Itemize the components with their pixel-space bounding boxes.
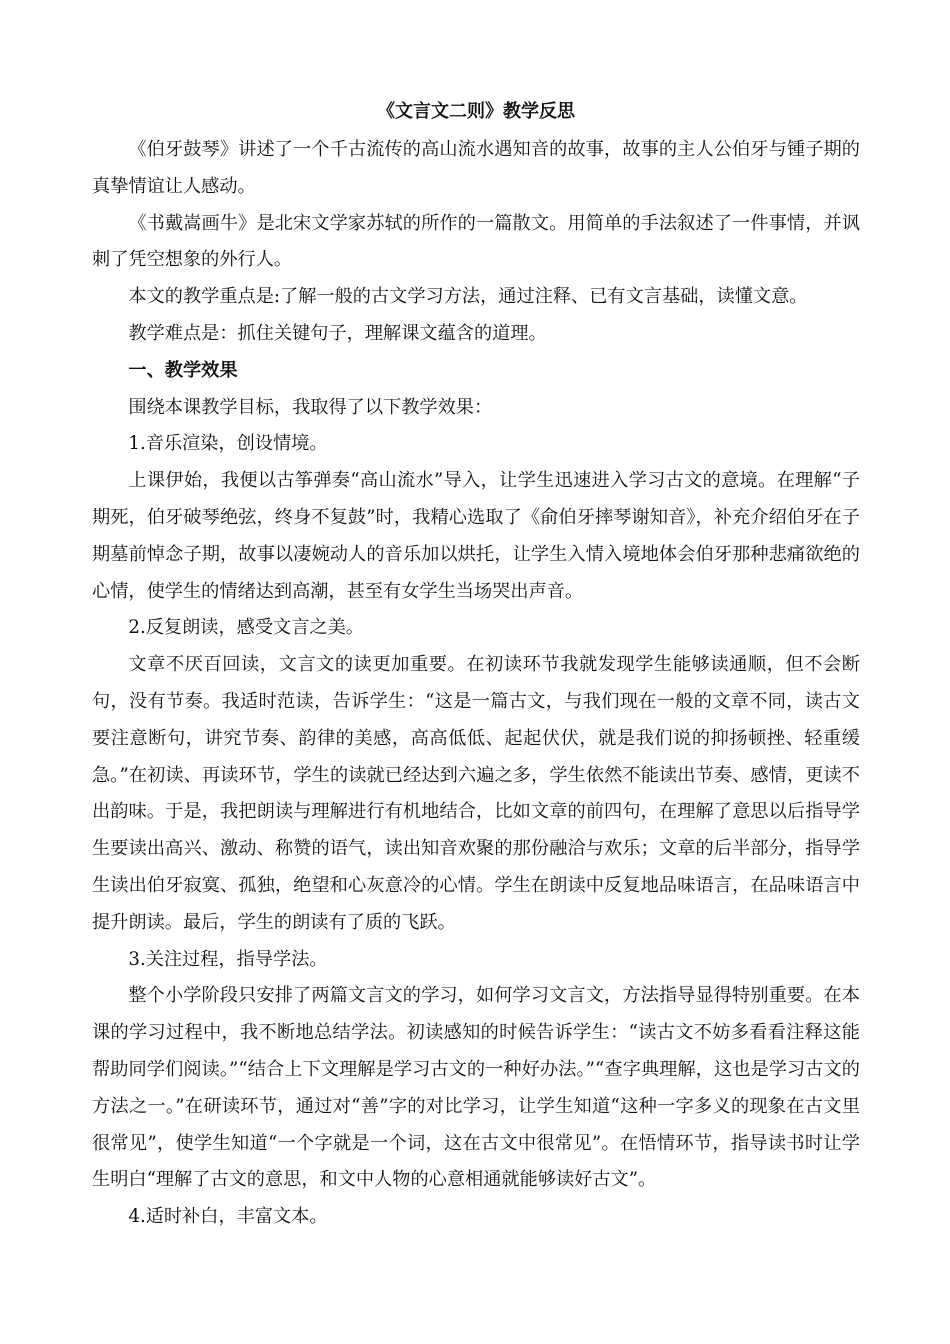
- section-heading-effects: 一、教学效果: [128, 359, 238, 381]
- paragraph-reading: 文章不厌百回读，文言文的读更加重要。在初读环节我就发现学生能够读通顺，但不会断句，没有节奏。我适时范读，告诉学生：“这是一篇古文，与我们现在一般的文章不同，读古文要注意断句，讲究节奏、韵律的美感，高高低低、起起伏伏，就是我们说的抑扬顿挫、轻重缓急。”在初读、再读环节，学生的读就已经达到六遍之多，学生依然不能读出节奏、感情，更读不出韵味。于是，我把朗读与理解进行有机地结合，比如文章的前四句，在理解了意思以后指导学生要读出高兴、激动、称赞的语气，读出知音欢聚的那份融洽与欢乐；文章的后半部分，指导学生读出伯牙寂寞、孤独，绝望和心灰意冷的心情。学生在朗读中反复地品味语言，在品味语言中提升朗读。最后，学生的朗读有了质的飞跃。: [92, 654, 860, 933]
- document-body: [92, 100, 860, 1236]
- paragraph-music: 上课伊始，我便以古筝弹奏“高山流水”导入，让学生迅速进入学习古文的意境。在理解“子期死，伯牙破琴绝弦，终身不复鼓”时，我精心选取了《俞伯牙摔琴谢知音》，补充介绍伯牙在子期墓前悼念子期，故事以凄婉动人的音乐加以烘托，让学生入情入境地体会伯牙那种悲痛欲绝的心情，使学生的情绪达到高潮，甚至有女学生当场哭出声音。: [92, 470, 860, 602]
- subheading-music: 1.音乐渲染，创设情境。: [128, 433, 328, 455]
- subheading-supplement: 4.适时补白，丰富文本。: [128, 1206, 328, 1228]
- subheading-process: 3.关注过程，指导学法。: [128, 948, 328, 970]
- paragraph-key-point: 本文的教学重点是:了解一般的古文学习方法，通过注释、已有文言基础，读懂文意。: [128, 286, 808, 308]
- subheading-reading: 2.反复朗读，感受文言之美。: [128, 617, 364, 639]
- paragraph-intro-daisong: 《书戴嵩画牛》是北宋文学家苏轼的所作的一篇散文。用简单的手法叙述了一件事情，并讽刺了凭空想象的外行人。: [92, 212, 860, 271]
- paragraph-intro-boya: 《伯牙鼓琴》讲述了一个千古流传的高山流水遇知音的故事，故事的主人公伯牙与锺子期的真挚情谊让人感动。: [92, 139, 860, 197]
- paragraph-process: 整个小学阶段只安排了两篇文言文的学习，如何学习文言文，方法指导显得特别重要。在本课的学习过程中，我不断地总结学法。初读感知的时候告诉学生：“读古文不妨多看看注释这能帮助同学们阅读。”“结合上下文理解是学习古文的一种好办法。”“查字典理解，这也是学习古文的方法之一。”在研读环节，通过对“善”字的对比学习，让学生知道“这种一字多义的现象在古文里很常见”，使学生知道“一个字就是一个词，这在古文中很常见”。在悟情环节，指导读书时让学生明白“理解了古文的意思，和文中人物的心意相通就能够读好古文”。: [92, 985, 860, 1191]
- paragraph-difficulty: 教学难点是：抓住关键句子，理解课文蕴含的道理。: [128, 322, 547, 344]
- paragraph-effects-intro: 围绕本课教学目标，我取得了以下教学效果：: [128, 396, 493, 418]
- document-title: 《文言文二则》教学反思: [377, 101, 575, 122]
